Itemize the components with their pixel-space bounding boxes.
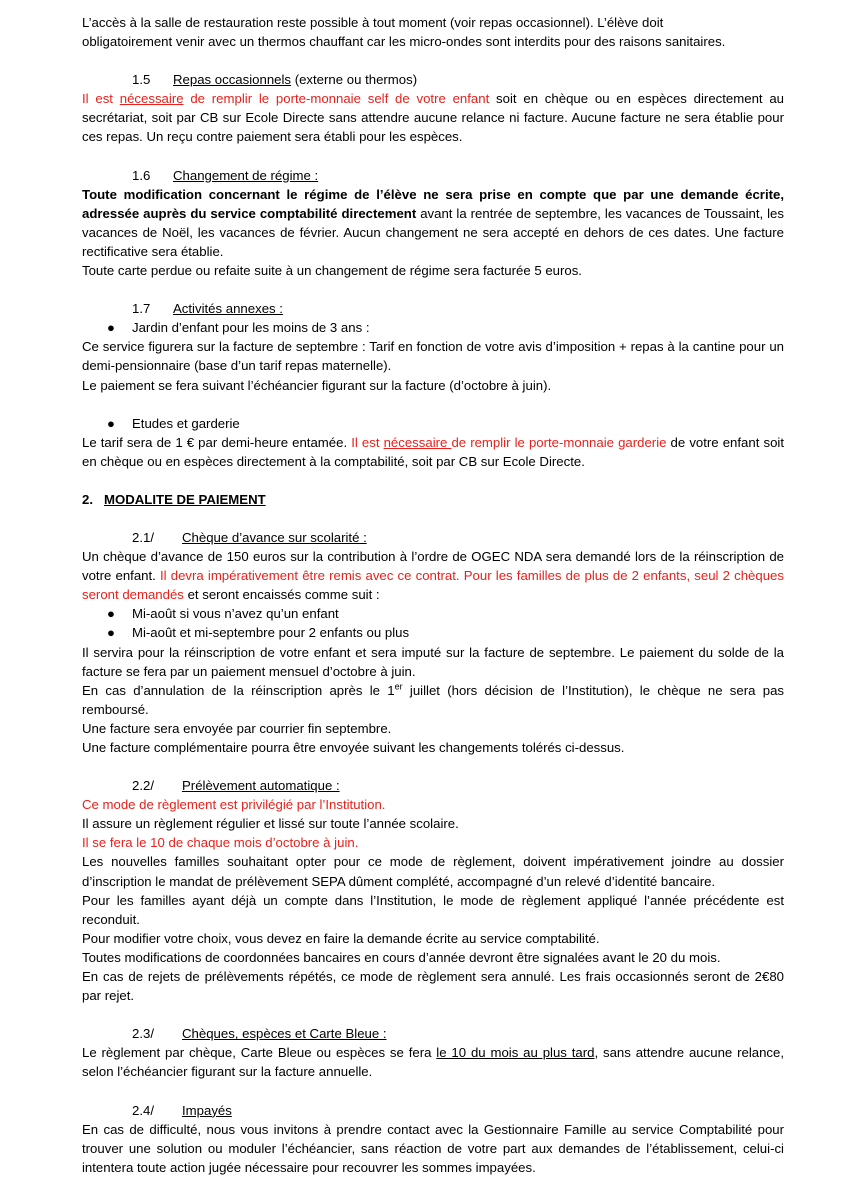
section-2-2-highlight-2: Il se fera le 10 de chaque mois d’octobre à juin. [82,835,359,851]
section-2-4-paragraph: En cas de difficulté, nous vous invitons à prendre contact avec la Gestionnaire Famille au service Comptabilité pour trouver une solution ou moduler l’échéancier, sans réaction de votre part aux demandes de l’établissement, celui-ci intentera toute action jugée nécessaire pour recouvrer les sommes impayées. [82,1121,784,1175]
section-1-7-paragraph-1: Ce service figurera sur la facture de septembre : Tarif en fonction de votre avis d’imposition + repas à la cantine pour un demi-pensionnaire (base d’un tarif repas maternelle). [82,339,784,374]
section-2-3-paragraph [82,1043,784,1081]
section-title-suffix: (externe ou thermos) [291,72,418,88]
section-title: Activités annexes : [173,301,283,317]
bullet-icon: ● [107,320,115,336]
body-text: En cas d’annulation de la réinscription après le 1 [82,682,395,698]
section-2-2-paragraph-4: Pour modifier votre choix, vous devez en faire la demande écrite au service comptabilité. [82,930,600,946]
section-title: Chèques, espèces et Carte Bleue : [182,1026,387,1042]
section-number: 2.3/ [132,1026,154,1042]
section-title: MODALITE DE PAIEMENT [104,491,266,507]
body-text: avant la rentrée de septembre, les vacances de Toussaint, les vacances de Noël, les vacances de février. Aucun changement ne sera accepté en dehors de ces dates. Une facture rectificative sera établie. [82,205,784,259]
section-number: 2.1/ [132,529,154,545]
list-item [82,623,784,642]
section-title: Prélèvement automatique : [182,778,340,794]
section-1-6-paragraph-2: Toute carte perdue ou refaite suite à un changement de régime sera facturée 5 euros. [82,263,582,279]
section-2-1-paragraph-1 [82,547,784,604]
section-2-4-heading [82,1101,784,1120]
section-title: Changement de régime : [173,167,319,183]
list-item-text: Jardin d’enfant pour les moins de 3 ans : [132,320,370,336]
section-number: 1.5 [132,72,151,88]
body-text: Le règlement par chèque, Carte Bleue ou espèces se fera [82,1045,437,1061]
section-number: 2.2/ [132,778,154,794]
list-item-text: Etudes et garderie [132,415,240,431]
section-title: Impayés [182,1102,232,1118]
section-2-1-paragraph-2: Il servira pour la réinscription de votre enfant et sera imputé sur la facture de septembre. Le paiement du solde de la facture se fera par un paiement mensuel d’octobre à juin. [82,644,784,679]
highlight-text: Il est [351,434,384,450]
highlight-text: de remplir le porte-monnaie garderie [451,434,667,450]
list-item [82,318,784,337]
section-2-1-paragraph-5: Une facture complémentaire pourra être envoyée suivant les changements tolérés ci-dessus. [82,740,625,755]
section-number: 1.7 [132,301,151,317]
section-number: 1.6 [132,167,151,183]
section-2-2-paragraph-1: Il assure un règlement régulier et lissé sur toute l’année scolaire. [82,816,459,832]
section-2-1-heading [82,528,784,547]
section-1-7-heading [82,299,784,318]
bold-text: Toute modification concernant le régime de l’élève ne sera prise en compte que par une demande écrite, adressée auprès du service comptabilité directement [82,186,784,221]
list-item [82,604,784,623]
list-item-text: Mi-août et mi-septembre pour 2 enfants ou plus [132,625,410,641]
intro-line-1: L’accès à la salle de restauration reste possible à tout moment (voir repas occasionnel). L’élève doit [82,15,664,30]
section-1-5-paragraph [82,89,784,146]
section-2-2-paragraph-6: En cas de rejets de prélèvements répétés, ce mode de règlement sera annulé. Les frais occasionnés seront de 2€80 par rejet. [82,969,784,1004]
highlight-text: nécessaire [119,91,184,107]
section-1-7-paragraph-3 [82,433,784,471]
section-1-7-paragraph-2: Le paiement se fera suivant l’échéancier figurant sur la facture (d’octobre à juin). [82,377,552,393]
section-1-5-heading [82,70,784,89]
underlined-text: le 10 du mois au plus tard [436,1045,595,1061]
bullet-icon: ● [107,606,115,622]
bullet-icon: ● [107,415,115,431]
section-2-2-highlight-1: Ce mode de règlement est privilégié par l’Institution. [82,797,386,813]
section-2-2-heading [82,776,784,795]
section-number: 2. [82,491,93,507]
list-item [82,414,784,433]
body-text: Un chèque d’avance de 150 euros sur la contribution à l’ordre de OGEC NDA sera demandé lors de la réinscription de votre enfant. [82,549,784,584]
list-item-text: Mi-août si vous n’avez qu’un enfant [132,606,339,622]
section-2-3-heading [82,1024,784,1043]
body-text: Le tarif sera de 1 € par demi-heure entamée. [82,434,352,450]
section-2-heading [82,490,784,509]
section-1-6-paragraph [82,185,784,261]
bullet-icon: ● [107,625,115,641]
body-text: soit en chèque ou en espèces directement au secrétariat, soit par CB sur Ecole Directe sans attendre aucune relance ni facture. Aucune facture ne sera établie pour ces repas. Un reçu contre paiement sera établi pour les espèces. [82,91,785,145]
section-2-1-paragraph-4: Une facture sera envoyée par courrier fin septembre. [82,720,392,736]
section-2-2-paragraph-2: Les nouvelles familles souhaitant opter pour ce mode de règlement, doivent impérativement joindre au dossier d’inscription le mandat de prélèvement SEPA dûment complété, accompagné d’un relevé d’identité bancaire. [82,854,784,889]
highlight-text: nécessaire [383,434,452,450]
section-number: 2.4/ [132,1102,154,1118]
body-text: juillet (hors décision de l’Institution), le chèque ne sera pas remboursé. [82,682,785,717]
superscript: er [394,681,403,692]
section-2-1-paragraph-3 [82,681,784,719]
section-2-2-paragraph-3: Pour les familles ayant déjà un compte dans l’Institution, le mode de règlement appliqué l’année précédente est reconduit. [82,892,784,927]
highlight-text: Il est [82,91,120,107]
section-2-2-paragraph-5: Toutes modifications de coordonnées bancaires en cours d’année devront être signalées avant le 20 du mois. [82,949,721,965]
section-title: Repas occasionnels [173,72,292,88]
body-text: , sans attendre aucune relance, selon l’échéancier figurant sur la facture annuelle. [82,1045,785,1080]
body-text: et seront encaissés comme suit : [183,587,380,603]
highlight-text: de remplir le porte-monnaie self de votre enfant [183,91,490,107]
highlight-text: Il devra impérativement être remis avec ce contrat. Pour les familles de plus de 2 enfants, seul 2 chèques seront demandés [82,568,784,603]
intro-line-2: obligatoirement venir avec un thermos chauffant car les micro-ondes sont interdits pour des raisons sanitaires. [82,34,726,50]
section-1-6-heading [82,166,784,185]
body-text: de votre enfant soit en chèque ou en espèces directement à la comptabilité, soit par CB sur Ecole Directe. [82,434,784,469]
section-title: Chèque d’avance sur scolarité : [182,529,367,545]
